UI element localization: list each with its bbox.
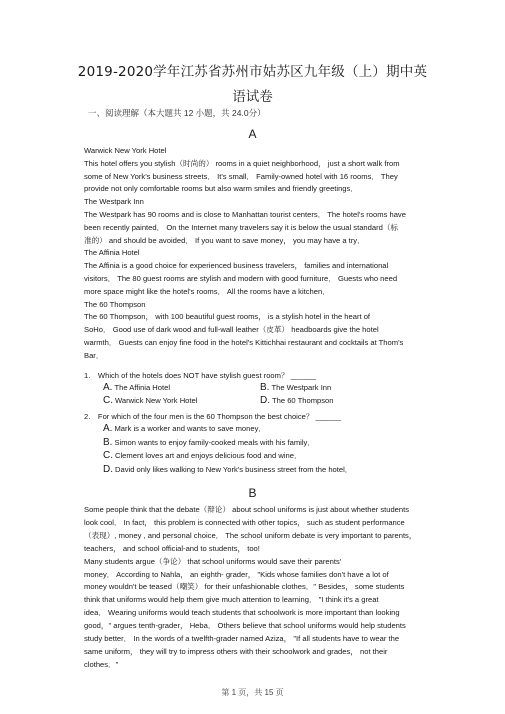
section-heading: 一、阅读理解（本大题共 12 小题，共 24.0分）: [88, 108, 266, 118]
passage-line: Warwick New York Hotel: [84, 146, 167, 155]
passage-line: （表现）, money , and personal choice． The school uniform debate is very important to parents，: [84, 530, 417, 540]
passage-line: warmth． Guests can enjoy fine food in the hotel's Kittichhai restaurant and cocktails at Thom's: [84, 338, 404, 347]
passage-line: same uniform， they will try to impress others with their schoolwork and grades， not their: [84, 646, 388, 656]
passage-line: The Westpark has 90 rooms and is close to Manhattan tourist centers． The hotel's rooms have: [84, 210, 406, 219]
page-footer: 第 1 页，共 15 页: [221, 688, 284, 697]
passage-line: 准的） and should be avoided． If you want to save money， you may have a try．: [84, 235, 365, 245]
question-1: 1. Which of the hotels does NOT have stylish guest room？ ______: [84, 371, 317, 380]
passage-line: been recently painted． On the Internet many travelers say it is below the usual standard（标: [84, 222, 399, 232]
answer-option: [260, 396, 334, 406]
passage-line: Bar．: [84, 350, 104, 360]
question-2: 2. For which of the four men is the 60 Thompson the best choice？ ______: [84, 412, 341, 421]
passage-line: provide not only comfortable rooms but also warm smiles and friendly greetings．: [84, 184, 358, 194]
answer-option: [103, 396, 197, 406]
answer-option: [103, 438, 315, 448]
option-text: Mark is a worker and wants to save money．: [114, 424, 266, 433]
passage-line: The Affinia Hotel: [84, 248, 140, 258]
answer-option: [260, 383, 331, 393]
passage-line: clothes．": [84, 659, 119, 669]
option-key: D.: [260, 395, 270, 406]
option-text: Clement loves art and enjoys delicious food and wine．: [115, 451, 302, 460]
option-key: B.: [260, 382, 270, 393]
passage-line: visitors． The 80 guest rooms are stylish and modern with good furniture． Guests who need: [84, 274, 398, 283]
exam-title-line1: 2019-2020学年江苏省苏州市姑苏区九年级（上）期中英: [77, 64, 428, 80]
passage-line: The 60 Thompson， with 100 beautiful guest rooms， is a stylish hotel in the heart of: [84, 312, 371, 322]
option-text: The Westpark Inn: [271, 383, 332, 392]
option-key: B.: [103, 436, 113, 448]
option-text: Simon wants to enjoy family-cooked meals with his family．: [114, 437, 315, 447]
answer-option: [103, 465, 352, 475]
answer-option: [103, 451, 302, 461]
option-key: A.: [103, 382, 113, 393]
passage-line: SoHo． Good use of dark wood and full-wall leather（皮革） headboards give the hotel: [84, 325, 379, 335]
passage-line: money． According to Nahla， an eighth- grader， "Kids whose families don't have a lot of: [84, 569, 389, 579]
option-key: A.: [103, 423, 113, 434]
option-text: David only likes walking to New York's business street from the hotel．: [115, 464, 353, 474]
passage-line: Many students argue（争论） that school uniforms would save their parents': [84, 556, 342, 566]
part-a-label: A: [248, 127, 257, 141]
passage-line: idea． Wearing uniforms would teach students that schoolwork is more important than looking: [84, 608, 400, 618]
exam-title-line2: 语试卷: [232, 89, 273, 105]
passage-line: money wouldn't be teased（嘲笑） for their unfashionable clothes．" Besides， some students: [84, 582, 405, 592]
option-text: The Affinia Hotel: [114, 383, 171, 392]
option-text: The 60 Thompson: [272, 396, 334, 405]
option-key: C.: [103, 450, 113, 461]
option-key: C.: [103, 395, 113, 406]
passage-line: This hotel offers you stylish（时尚的） rooms in a quiet neighborhood， just a short walk from: [84, 158, 400, 168]
part-b-label: B: [248, 486, 257, 500]
passage-line: study better． In the words of a twelfth-grader named Aziza， "If all students have to wear the: [84, 634, 400, 643]
passage-line: good，" argues tenth-grader， Heba． Others believe that school uniforms would help students: [84, 621, 406, 631]
passage-line: Some people think that the debate（辩论） about school uniforms is just about whether students: [84, 505, 410, 514]
passage-line: look cool． In fact， this problem is connected with other topics， such as student performance: [84, 517, 405, 527]
passage-line: some of New York's business streets． It's small． Family-owned hotel with 16 rooms． They: [84, 171, 398, 181]
passage-line: think that uniforms would help them give much attention to learning． "I think it's a great: [84, 595, 379, 605]
passage-line: The Affinia is a good choice for experienced business travelers， families and international: [84, 261, 389, 271]
option-key: D.: [103, 463, 113, 475]
passage-line: The 60 Thompson: [84, 299, 146, 309]
option-text: Warwick New York Hotel: [115, 396, 198, 405]
answer-option: [103, 424, 266, 434]
passage-line: more space might like the hotel's rooms． All the rooms have a kitchen．: [84, 286, 330, 296]
answer-option: [103, 383, 170, 393]
passage-line: The Westpark Inn: [84, 197, 144, 207]
passage-line: teachers， and school official-and to students， too!: [84, 543, 260, 553]
